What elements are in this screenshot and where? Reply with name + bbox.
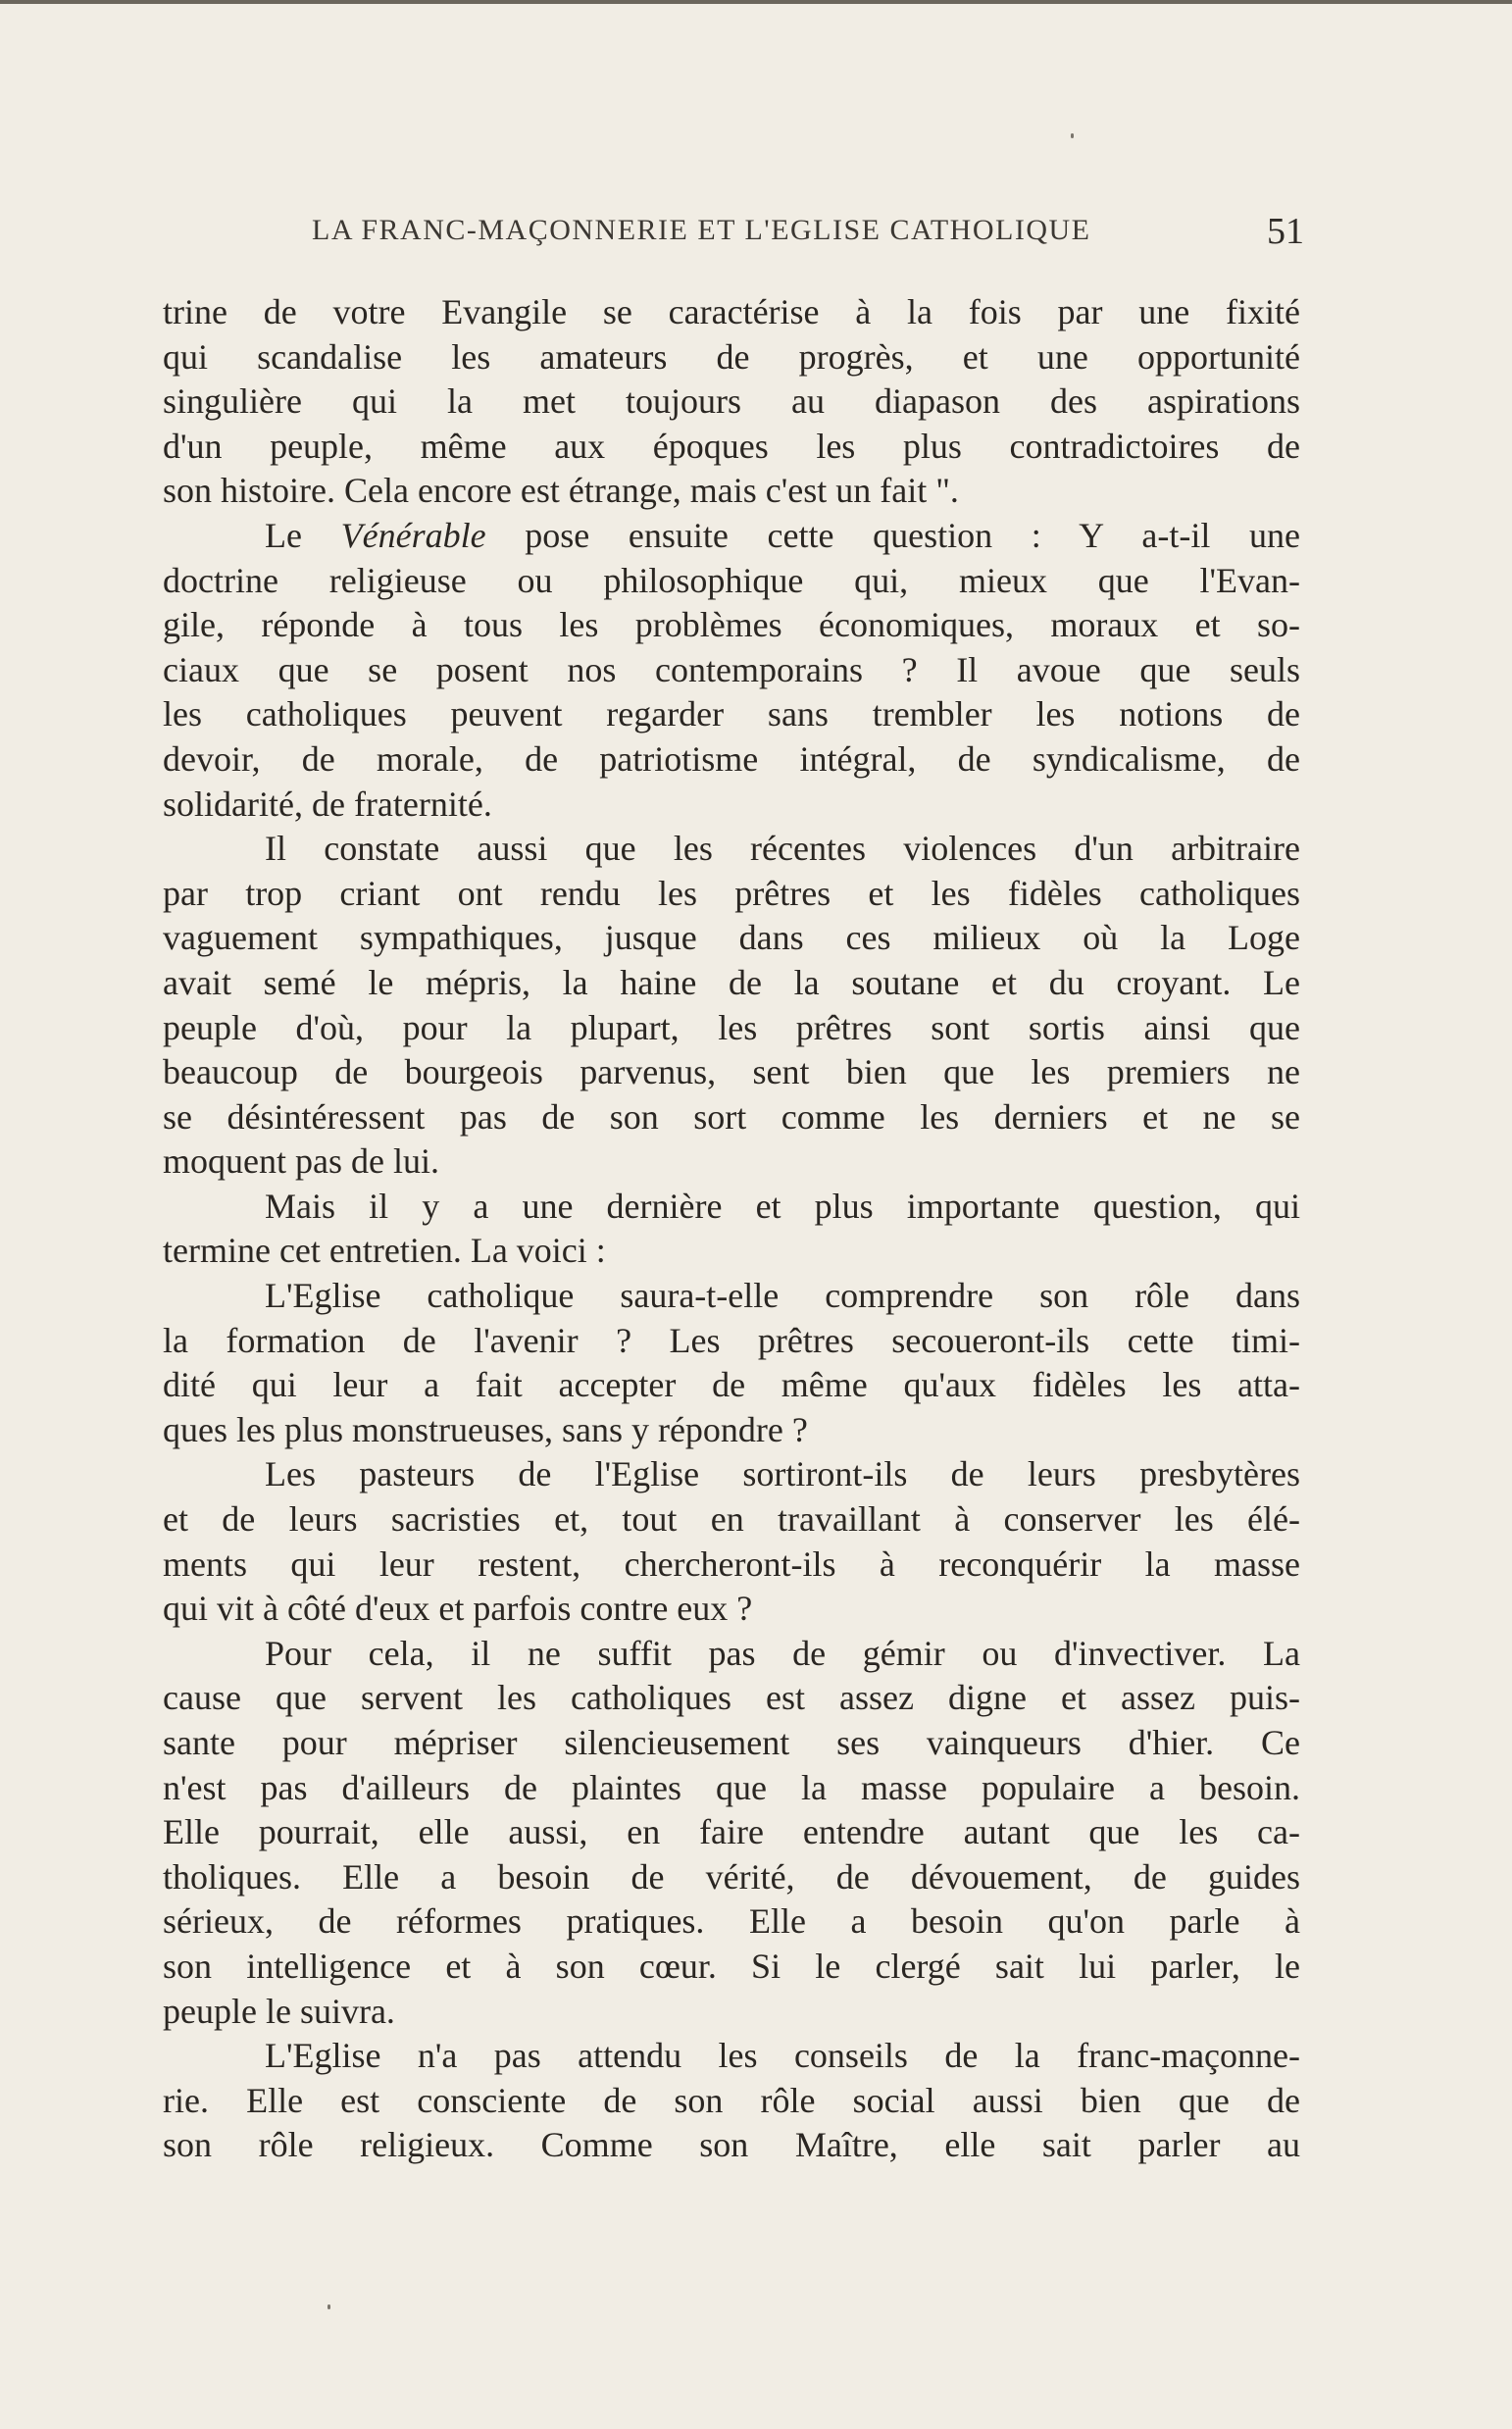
text-line: devoir, de morale, de patriotisme intégral, de syndicalisme, de <box>163 738 1300 779</box>
text-line: et de leurs sacristies et, tout en travaillant à conserver les élé- <box>163 1499 1300 1540</box>
text-line: Les pasteurs de l'Eglise sortiront-ils de leurs presbytères <box>265 1454 1300 1494</box>
text-line: qui vit à côté d'eux et parfois contre eux ? <box>163 1589 753 1629</box>
text-line: n'est pas d'ailleurs de plaintes que la masse populaire a besoin. <box>163 1767 1300 1807</box>
text-line: doctrine religieuse ou philosophique qui, mieux que l'Evan- <box>163 560 1300 600</box>
text-line: ques les plus monstrueuses, sans y répondre ? <box>163 1409 808 1449</box>
text-line: avait semé le mépris, la haine de la soutane et du croyant. Le <box>163 962 1300 1002</box>
text-line: tholiques. Elle a besoin de vérité, de dévouement, de guides <box>163 1856 1300 1897</box>
text-line: dité qui leur a fait accepter de même qu'aux fidèles les atta- <box>163 1365 1300 1405</box>
text-line: qui scandalise les amateurs de progrès, et une opportunité <box>163 336 1300 377</box>
line-prefix: Le <box>265 515 341 555</box>
body-text <box>163 290 1300 2168</box>
text-line: sante pour mépriser silencieusement ses vainqueurs d'hier. Ce <box>163 1723 1300 1762</box>
top-page-edge <box>0 0 1512 4</box>
text-line: beaucoup de bourgeois parvenus, sent bien que les premiers ne <box>163 1052 1300 1092</box>
text-line: L'Eglise catholique saura-t-elle comprendre son rôle dans <box>265 1276 1300 1316</box>
text-line: d'un peuple, même aux époques les plus contradictoires de <box>163 426 1300 466</box>
text-line: moquent pas de lui. <box>163 1141 439 1182</box>
text-line: son histoire. Cela encore est étrange, mais c'est un fait ". <box>163 471 959 511</box>
italic-term: Vénérable <box>340 515 486 555</box>
paper-speck <box>328 2304 330 2309</box>
text-line: la formation de l'avenir ? Les prêtres secoueront-ils cette timi- <box>163 1320 1300 1360</box>
text-line: rie. Elle est consciente de son rôle social aussi bien que de <box>163 2080 1300 2120</box>
line-suffix: pose ensuite cette question : Y a-t-il une <box>485 515 1301 555</box>
text-line: trine de votre Evangile se caractérise à la fois par une fixité <box>163 292 1300 331</box>
running-header <box>312 210 1304 252</box>
text-line: se désintéressent pas de son sort comme les derniers et ne se <box>163 1096 1300 1137</box>
text-line: Elle pourrait, elle aussi, en faire entendre autant que les ca- <box>163 1812 1300 1852</box>
text-line: son rôle religieux. Comme son Maître, elle sait parler au <box>163 2125 1300 2165</box>
text-line: singulière qui la met toujours au diapason des aspirations <box>163 381 1300 422</box>
text-line <box>163 514 1300 559</box>
text-line: vaguement sympathiques, jusque dans ces milieux où la Loge <box>163 918 1300 958</box>
text-line: cause que servent les catholiques est assez digne et assez puis- <box>163 1678 1300 1718</box>
text-line: peuple d'où, pour la plupart, les prêtres sont sortis ainsi que <box>163 1007 1300 1047</box>
text-line: Pour cela, il ne suffit pas de gémir ou d'invectiver. La <box>265 1633 1300 1673</box>
text-line: par trop criant ont rendu les prêtres et les fidèles catholiques <box>163 873 1300 913</box>
text-line: termine cet entretien. La voici : <box>163 1231 606 1271</box>
page-number: 51 <box>1267 211 1304 252</box>
text-line: Il constate aussi que les récentes violences d'un arbitraire <box>265 829 1300 869</box>
text-line: son intelligence et à son cœur. Si le clergé sait lui parler, le <box>163 1946 1300 1986</box>
running-title: LA FRANC-MAÇONNERIE ET L'EGLISE CATHOLIQUE <box>312 214 1091 246</box>
paper-speck <box>1071 133 1074 138</box>
text-line: sérieux, de réformes pratiques. Elle a besoin qu'on parle à <box>163 1901 1300 1942</box>
text-line: peuple le suivra. <box>163 1991 395 2031</box>
text-line: solidarité, de fraternité. <box>163 784 492 824</box>
text-line: gile, réponde à tous les problèmes économiques, moraux et so- <box>163 605 1300 645</box>
text-line: ments qui leur restent, chercheront-ils à reconquérir la masse <box>163 1543 1300 1584</box>
text-line: L'Eglise n'a pas attendu les conseils de la franc-maçonne- <box>265 2036 1300 2076</box>
text-line: ciaux que se posent nos contemporains ? Il avoue que seuls <box>163 649 1300 689</box>
text-line: Mais il y a une dernière et plus importante question, qui <box>265 1186 1300 1226</box>
text-line: les catholiques peuvent regarder sans trembler les notions de <box>163 694 1300 734</box>
